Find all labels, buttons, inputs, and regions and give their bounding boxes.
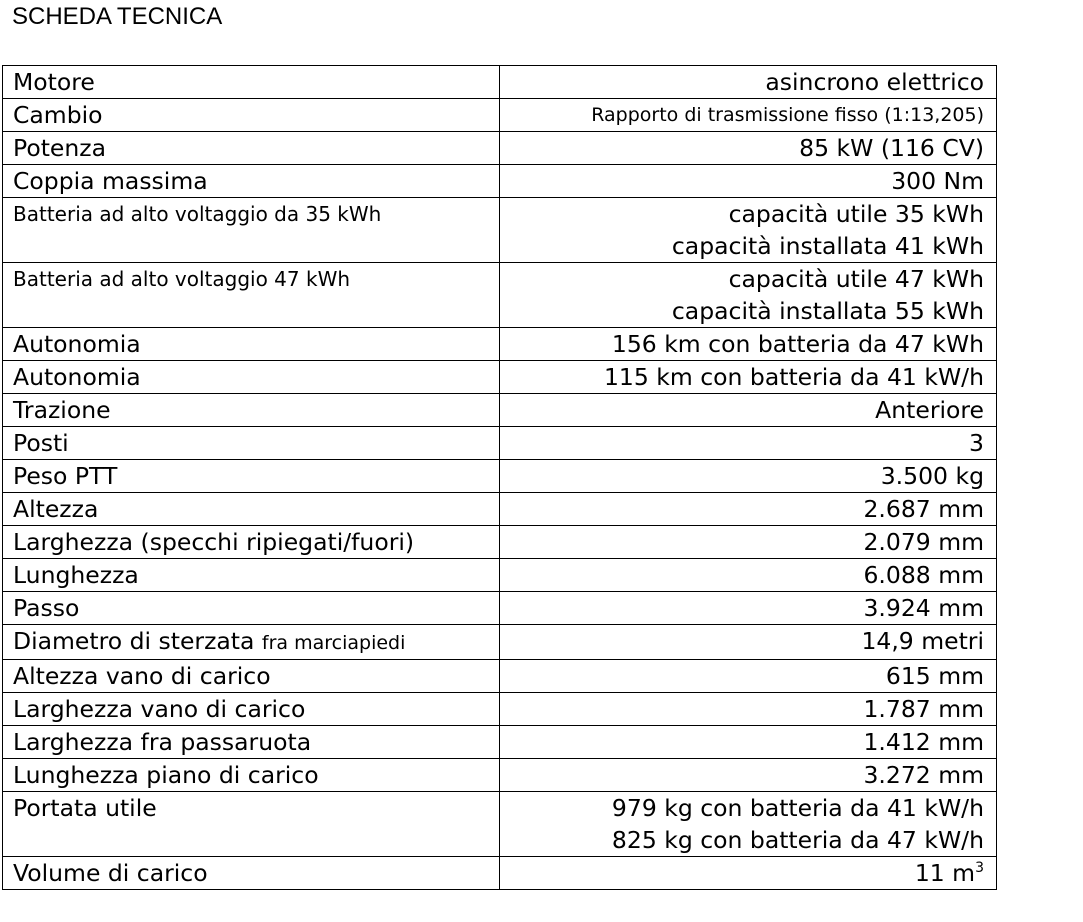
row-label: Altezza: [3, 493, 500, 526]
row-value: 6.088 mm: [500, 559, 997, 592]
row-value: 2.687 mm: [500, 493, 997, 526]
table-row: [3, 361, 997, 394]
value-line: capacità utile 35 kWh: [728, 200, 984, 228]
row-label: Potenza: [3, 132, 500, 165]
row-label: Volume di carico: [3, 857, 500, 890]
table-row: [3, 559, 997, 592]
table-row: [3, 198, 997, 263]
row-value: Anteriore: [500, 394, 997, 427]
table-row: [3, 263, 997, 328]
row-value: 115 km con batteria da 41 kW/h: [500, 361, 997, 394]
row-value: 300 Nm: [500, 165, 997, 198]
value-line: 825 kg con batteria da 47 kW/h: [611, 826, 984, 854]
row-value: 3.272 mm: [500, 759, 997, 792]
row-value: 1.412 mm: [500, 726, 997, 759]
row-label: Larghezza vano di carico: [3, 693, 500, 726]
row-label: Larghezza (specchi ripiegati/fuori): [3, 526, 500, 559]
row-label: Lunghezza piano di carico: [3, 759, 500, 792]
table-row: [3, 328, 997, 361]
table-row: [3, 660, 997, 693]
row-value: [500, 263, 997, 328]
table-row: [3, 132, 997, 165]
row-label: Coppia massima: [3, 165, 500, 198]
row-label: Autonomia: [3, 328, 500, 361]
row-label: Batteria ad alto voltaggio da 35 kWh: [3, 198, 500, 263]
value-line: 979 kg con batteria da 41 kW/h: [611, 794, 984, 822]
row-value: [500, 198, 997, 263]
value-superscript: 3: [975, 860, 984, 876]
row-value: 85 kW (116 CV): [500, 132, 997, 165]
row-label: Larghezza fra passaruota: [3, 726, 500, 759]
table-row: [3, 394, 997, 427]
row-value: Rapporto di trasmissione fisso (1:13,205): [500, 99, 997, 132]
table-row: [3, 66, 997, 99]
table-row: [3, 427, 997, 460]
row-label: Motore: [3, 66, 500, 99]
row-value: 3.924 mm: [500, 592, 997, 625]
table-row: [3, 99, 997, 132]
label-main: Diametro di sterzata: [13, 627, 255, 655]
table-row: [3, 460, 997, 493]
table-row: [3, 625, 997, 660]
table-row: [3, 693, 997, 726]
row-label: Altezza vano di carico: [3, 660, 500, 693]
table-row: [3, 165, 997, 198]
table-row: [3, 759, 997, 792]
table-row: [3, 726, 997, 759]
row-label: Batteria ad alto voltaggio 47 kWh: [3, 263, 500, 328]
row-value: asincrono elettrico: [500, 66, 997, 99]
table-row: [3, 592, 997, 625]
row-label: Autonomia: [3, 361, 500, 394]
row-value: 3.500 kg: [500, 460, 997, 493]
row-label: [3, 625, 500, 660]
row-value: [500, 792, 997, 857]
page-title: SCHEDA TECNICA: [12, 3, 223, 30]
value-line: capacità installata 55 kWh: [671, 297, 984, 325]
value-line: capacità installata 41 kWh: [671, 232, 984, 260]
row-label: Trazione: [3, 394, 500, 427]
table-row: [3, 792, 997, 857]
value-main: 11 m: [914, 859, 976, 887]
row-label: Peso PTT: [3, 460, 500, 493]
row-label: Portata utile: [3, 792, 500, 857]
row-label: Lunghezza: [3, 559, 500, 592]
row-value: 14,9 metri: [500, 625, 997, 660]
row-value: 2.079 mm: [500, 526, 997, 559]
value-line: capacità utile 47 kWh: [728, 265, 984, 293]
row-value: 1.787 mm: [500, 693, 997, 726]
row-value: 615 mm: [500, 660, 997, 693]
row-label: Passo: [3, 592, 500, 625]
table-row: [3, 493, 997, 526]
table-row: [3, 857, 997, 890]
table-row: [3, 526, 997, 559]
row-label: Cambio: [3, 99, 500, 132]
row-value: 156 km con batteria da 47 kWh: [500, 328, 997, 361]
spec-table: [2, 65, 997, 890]
label-note: fra marciapiedi: [261, 632, 406, 654]
row-value: 3: [500, 427, 997, 460]
row-value: [500, 857, 997, 890]
row-label: Posti: [3, 427, 500, 460]
